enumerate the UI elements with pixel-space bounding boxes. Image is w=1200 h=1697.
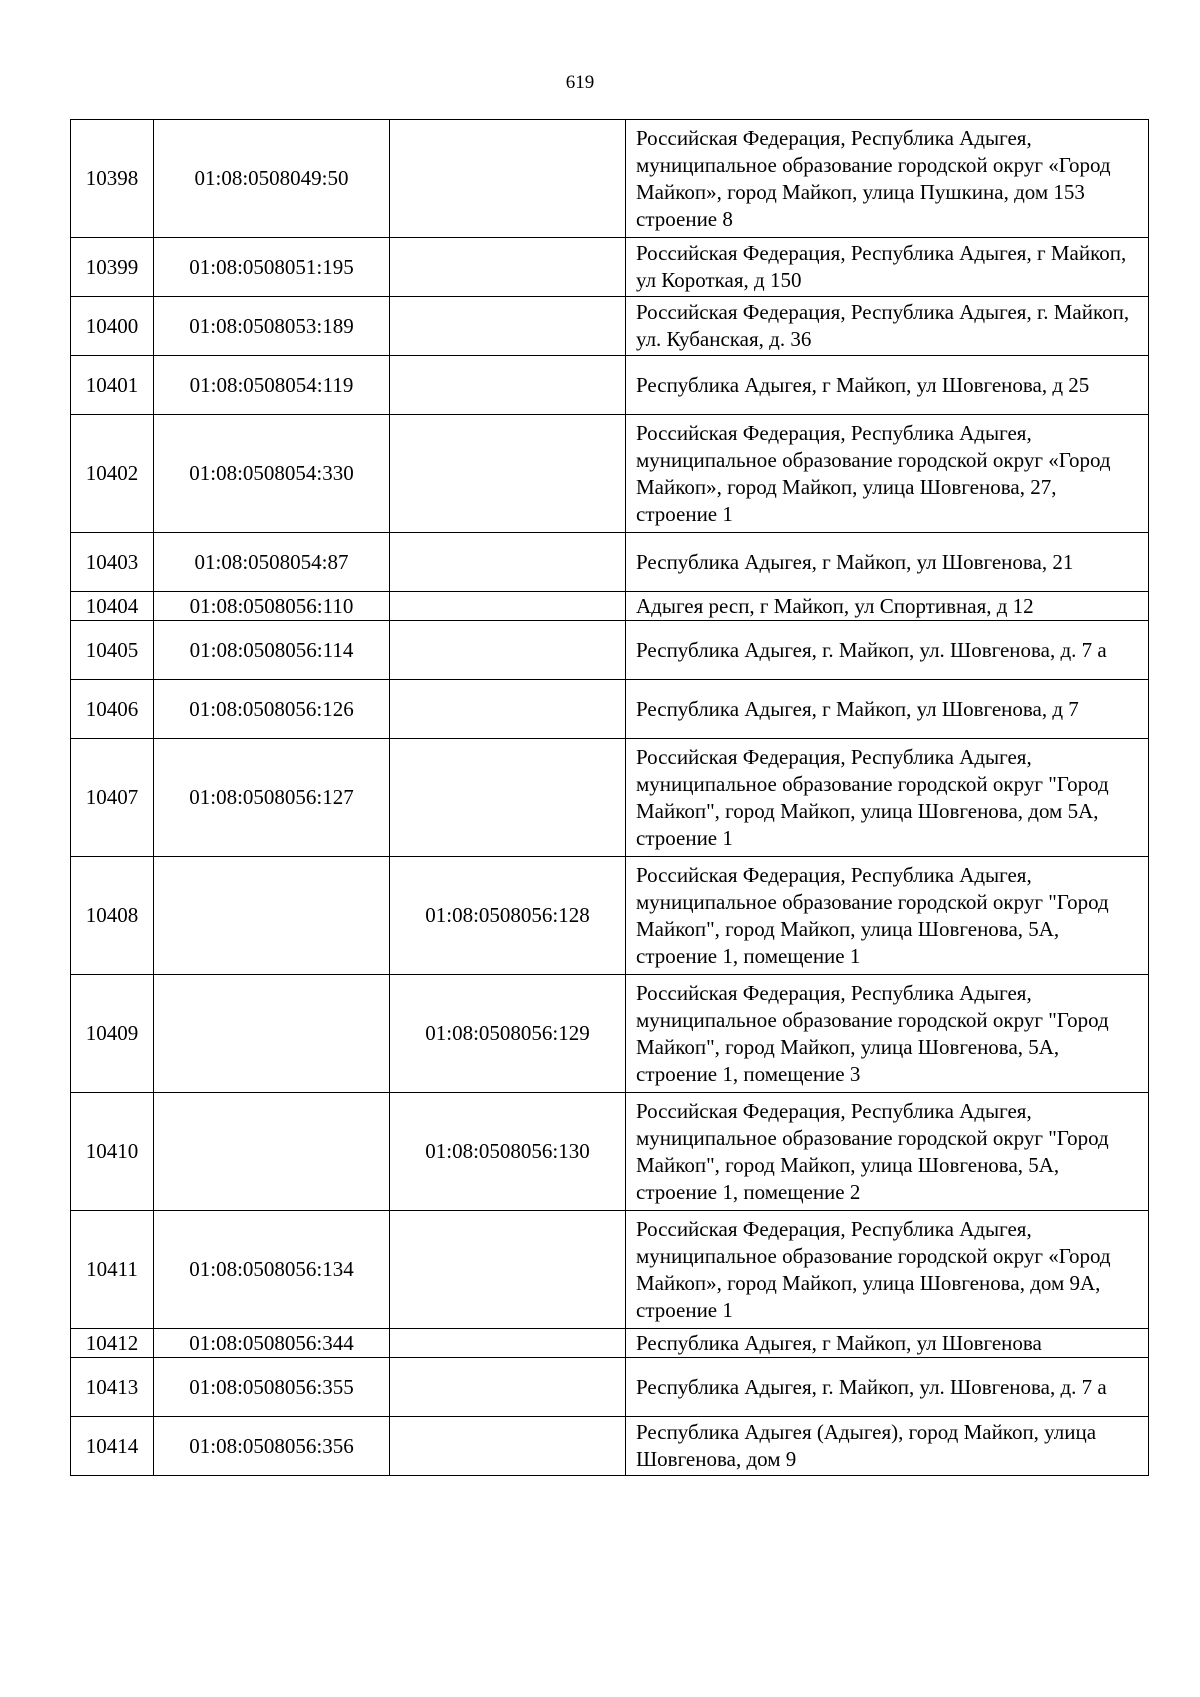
- building-cadastral-number: [390, 356, 626, 415]
- row-number: 10413: [71, 1358, 154, 1417]
- building-cadastral-number: 01:08:0508056:129: [390, 975, 626, 1093]
- building-cadastral-number: [390, 592, 626, 621]
- row-number: 10414: [71, 1417, 154, 1476]
- address: Республика Адыгея, г Майкоп, ул Шовгенова, д 25: [626, 356, 1149, 415]
- registry-table: [70, 119, 1149, 1476]
- address: Республика Адыгея, г Майкоп, ул Шовгенова: [626, 1329, 1149, 1358]
- land-cadastral-number: 01:08:0508056:114: [154, 621, 390, 680]
- table-row: [71, 415, 1149, 533]
- address: Российская Федерация, Республика Адыгея, муниципальное образование городской округ «Город Майкоп», город Майкоп, улица Шовгенова, 27, строение 1: [626, 415, 1149, 533]
- building-cadastral-number: [390, 1358, 626, 1417]
- row-number: 10410: [71, 1093, 154, 1211]
- building-cadastral-number: [390, 238, 626, 297]
- address: Республика Адыгея, г Майкоп, ул Шовгенова, 21: [626, 533, 1149, 592]
- land-cadastral-number: 01:08:0508054:330: [154, 415, 390, 533]
- table-row: [71, 739, 1149, 857]
- building-cadastral-number: [390, 1417, 626, 1476]
- row-number: 10399: [71, 238, 154, 297]
- row-number: 10401: [71, 356, 154, 415]
- table-row: [71, 1211, 1149, 1329]
- building-cadastral-number: [390, 533, 626, 592]
- page-number: 619: [565, 72, 595, 93]
- address: Российская Федерация, Республика Адыгея, муниципальное образование городской округ «Город Майкоп», город Майкоп, улица Шовгенова, дом 9А, строение 1: [626, 1211, 1149, 1329]
- land-cadastral-number: 01:08:0508056:110: [154, 592, 390, 621]
- building-cadastral-number: 01:08:0508056:130: [390, 1093, 626, 1211]
- building-cadastral-number: [390, 415, 626, 533]
- table-row: [71, 238, 1149, 297]
- row-number: 10403: [71, 533, 154, 592]
- table-row: [71, 680, 1149, 739]
- land-cadastral-number: 01:08:0508056:356: [154, 1417, 390, 1476]
- address: Республика Адыгея, г. Майкоп, ул. Шовгенова, д. 7 а: [626, 1358, 1149, 1417]
- table-row: [71, 857, 1149, 975]
- table-row: [71, 621, 1149, 680]
- land-cadastral-number: 01:08:0508056:127: [154, 739, 390, 857]
- table-row: [71, 356, 1149, 415]
- row-number: 10398: [71, 120, 154, 238]
- row-number: 10411: [71, 1211, 154, 1329]
- table-row: [71, 1329, 1149, 1358]
- land-cadastral-number: 01:08:0508049:50: [154, 120, 390, 238]
- row-number: 10408: [71, 857, 154, 975]
- address: Российская Федерация, Республика Адыгея, муниципальное образование городской округ «Город Майкоп», город Майкоп, улица Пушкина, дом 153 строение 8: [626, 120, 1149, 238]
- address: Российская Федерация, Республика Адыгея, г. Майкоп, ул. Кубанская, д. 36: [626, 297, 1149, 356]
- row-number: 10400: [71, 297, 154, 356]
- land-cadastral-number: [154, 857, 390, 975]
- table-row: [71, 297, 1149, 356]
- registry-body: [71, 120, 1149, 1476]
- address: Адыгея респ, г Майкоп, ул Спортивная, д 12: [626, 592, 1149, 621]
- address: Российская Федерация, Республика Адыгея, муниципальное образование городской округ "Город Майкоп", город Майкоп, улица Шовгенова, 5А, строение 1, помещение 2: [626, 1093, 1149, 1211]
- table-row: [71, 1093, 1149, 1211]
- land-cadastral-number: 01:08:0508056:355: [154, 1358, 390, 1417]
- table-row: [71, 533, 1149, 592]
- land-cadastral-number: 01:08:0508054:87: [154, 533, 390, 592]
- address: Республика Адыгея, г Майкоп, ул Шовгенова, д 7: [626, 680, 1149, 739]
- land-cadastral-number: 01:08:0508056:134: [154, 1211, 390, 1329]
- land-cadastral-number: 01:08:0508051:195: [154, 238, 390, 297]
- building-cadastral-number: [390, 1329, 626, 1358]
- address: Республика Адыгея, г. Майкоп, ул. Шовгенова, д. 7 а: [626, 621, 1149, 680]
- row-number: 10407: [71, 739, 154, 857]
- building-cadastral-number: [390, 297, 626, 356]
- building-cadastral-number: [390, 621, 626, 680]
- table-row: [71, 592, 1149, 621]
- land-cadastral-number: 01:08:0508053:189: [154, 297, 390, 356]
- address: Российская Федерация, Республика Адыгея, муниципальное образование городской округ "Город Майкоп", город Майкоп, улица Шовгенова, 5А, строение 1, помещение 1: [626, 857, 1149, 975]
- row-number: 10406: [71, 680, 154, 739]
- building-cadastral-number: [390, 680, 626, 739]
- land-cadastral-number: 01:08:0508056:126: [154, 680, 390, 739]
- land-cadastral-number: [154, 975, 390, 1093]
- building-cadastral-number: [390, 739, 626, 857]
- table-row: [71, 1358, 1149, 1417]
- building-cadastral-number: [390, 1211, 626, 1329]
- row-number: 10405: [71, 621, 154, 680]
- table-row: [71, 975, 1149, 1093]
- row-number: 10404: [71, 592, 154, 621]
- address: Российская Федерация, Республика Адыгея, г Майкоп, ул Короткая, д 150: [626, 238, 1149, 297]
- row-number: 10409: [71, 975, 154, 1093]
- land-cadastral-number: 01:08:0508056:344: [154, 1329, 390, 1358]
- address: Республика Адыгея (Адыгея), город Майкоп, улица Шовгенова, дом 9: [626, 1417, 1149, 1476]
- address: Российская Федерация, Республика Адыгея, муниципальное образование городской округ "Город Майкоп", город Майкоп, улица Шовгенова, 5А, строение 1, помещение 3: [626, 975, 1149, 1093]
- building-cadastral-number: 01:08:0508056:128: [390, 857, 626, 975]
- table-row: [71, 1417, 1149, 1476]
- land-cadastral-number: 01:08:0508054:119: [154, 356, 390, 415]
- table-row: [71, 120, 1149, 238]
- row-number: 10402: [71, 415, 154, 533]
- building-cadastral-number: [390, 120, 626, 238]
- row-number: 10412: [71, 1329, 154, 1358]
- land-cadastral-number: [154, 1093, 390, 1211]
- address: Российская Федерация, Республика Адыгея, муниципальное образование городской округ "Город Майкоп", город Майкоп, улица Шовгенова, дом 5А, строение 1: [626, 739, 1149, 857]
